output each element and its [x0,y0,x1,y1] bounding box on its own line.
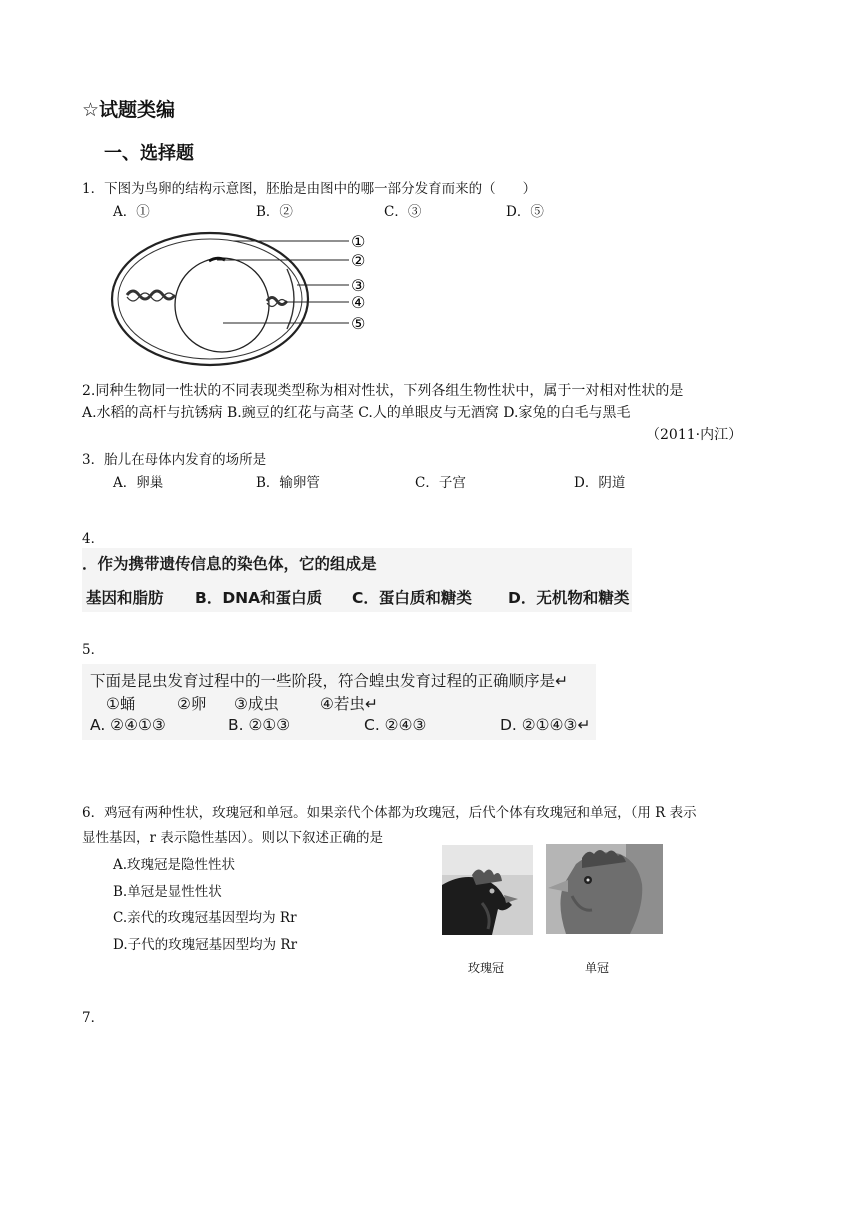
q5-stem: 下面是昆虫发育过程中的一些阶段，符合蝗虫发育过程的正确顺序是↵ [90,672,568,690]
q5-stage-3: ③成虫 [234,695,279,713]
q6-stem-line2: 显性基因，r 表示隐性基因）。则以下叙述正确的是 [82,830,383,846]
q1-stem: 1．下图为鸟卵的结构示意图，胚胎是由图中的哪一部分发育而来的（ ） [82,181,537,197]
q3-option-d: D．阴道 [574,475,626,491]
q3-stem: 3．胎儿在母体内发育的场所是 [82,452,267,468]
q5-option-a: A. ②④①③ [90,716,166,734]
q6-option-c: C.亲代的玫瑰冠基因型均为 Rr [113,910,297,926]
q5-stage-4: ④若虫↵ [320,695,378,713]
q2-options: A.水稻的高杆与抗锈病 B.豌豆的红花与高茎 C.人的单眼皮与无酒窝 D.家兔的白毛与黑毛 [82,405,631,421]
section-title: ☆试题类编 [82,99,176,121]
q4-stem: ．作为携带遗传信息的染色体，它的组成是 [82,555,377,573]
q3-option-c: C．子宫 [415,475,466,491]
q5-option-d: D. ②①④③↵ [500,716,591,734]
caption-single-comb: 单冠 [585,961,610,975]
egg-label-3: ③ [351,276,366,295]
q4-option-b: B．DNA和蛋白质 [195,589,323,607]
q5-number: 5． [82,642,105,658]
q4-option-c: C．蛋白质和糖类 [352,589,472,607]
q6-stem-line1: 6．鸡冠有两种性状，玫瑰冠和单冠。如果亲代个体都为玫瑰冠，后代个体有玫瑰冠和单冠，（用 R 表示 [82,805,697,821]
q5-option-b: B. ②①③ [228,716,291,734]
q1-option-d: D．⑤ [506,204,544,220]
single-comb-photo [546,844,663,934]
q5-stage-1: ①蛹 [106,695,136,713]
egg-label-2: ② [351,251,366,270]
q5-option-c: C. ②④③ [364,716,427,734]
egg-label-5: ⑤ [351,314,366,333]
subsection-title: 一、选择题 [104,143,194,164]
q4-number: 4． [82,531,105,547]
q6-option-b: B.单冠是显性性状 [113,884,222,900]
q5-scan-image [82,664,596,740]
egg-label-4: ④ [351,293,366,312]
caption-rose-comb: 玫瑰冠 [468,961,505,975]
q4-option-a: 基因和脂肪 [86,589,164,607]
q6-option-d: D.子代的玫瑰冠基因型均为 Rr [113,937,298,953]
q1-option-c: C．③ [384,204,422,220]
q2-source: （2011·内江） [646,427,743,443]
q5-stage-2: ②卵 [177,695,207,713]
egg-label-1: ① [351,232,366,251]
q7-number: 7． [82,1010,105,1026]
q2-stem: 2.同种生物同一性状的不同表现类型称为相对性状，下列各组生物性状中，属于一对相对性状的是 [82,383,684,399]
rose-comb-photo [442,845,533,935]
q1-option-a: A．① [113,204,150,220]
q1-option-b: B．② [256,204,293,220]
q3-option-b: B．输卵管 [256,475,320,491]
q3-option-a: A．卵巢 [113,475,164,491]
q6-option-a: A.玫瑰冠是隐性性状 [113,857,236,873]
q4-scan-image [82,548,632,612]
q4-option-d: D．无机物和糖类 [508,589,630,607]
egg-structure-diagram [105,227,375,373]
